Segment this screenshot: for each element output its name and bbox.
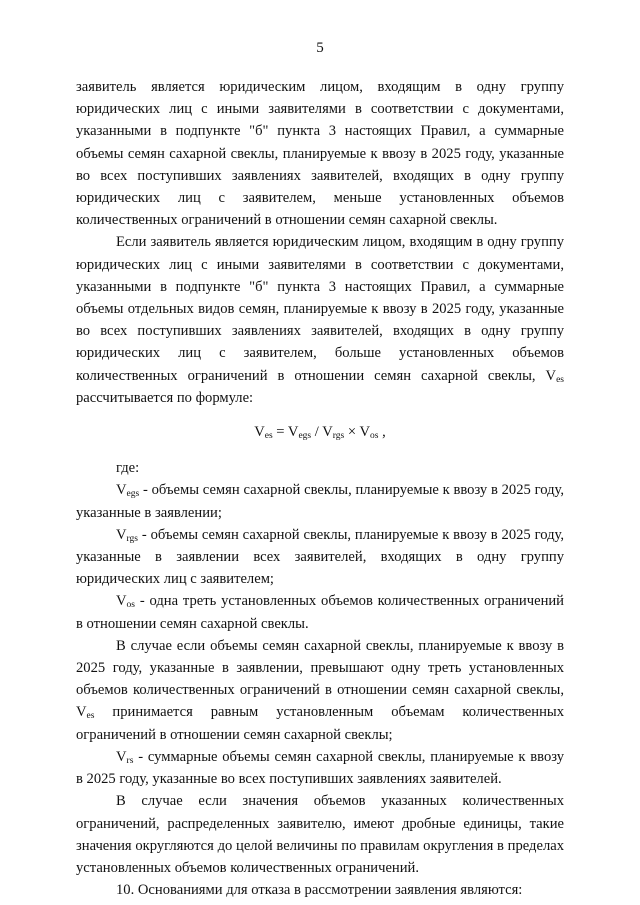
p3-sub-es: es [86, 711, 95, 722]
paragraph-2-tail: рассчитывается по формуле: [76, 389, 254, 406]
def-egs-sub: egs [126, 489, 140, 500]
paragraph-1: заявитель является юридическим лицом, входящим в одну группу юридических лиц с иными заявителями в соответствии с документами, указанными в подпункте "б" пункта 3 настоящих Правил, а суммарные объемы семян сахарной свеклы, планируемые к ввозу в 2025 году, указанные во всех поступивших заявлениях заявителей, входящих в одну группу юридических лиц с заявителем, меньше установленных объемов количественных ограничений в отношении семян сахарной свеклы. [76, 79, 564, 229]
paragraph-4: В случае если значения объемов указанных количественных ограничений, распределенных заявителю, имеют дробные единицы, такие значения округляются до целой величины по правилам округления в пределах установленных объемов количественных ограничений. [76, 793, 564, 876]
paragraph-3 [76, 635, 564, 746]
document-body [76, 76, 564, 901]
def-egs-text: - объемы семян сахарной свеклы, планируемые к ввозу в 2025 году, указанные в заявлении; [76, 482, 564, 521]
formula [76, 421, 564, 443]
formula-v3: V [322, 424, 333, 441]
paragraph-2 [76, 231, 564, 409]
var-v: V [545, 367, 557, 384]
def-rs-text: - суммарные объемы семян сахарной свеклы, планируемые к ввозу в 2025 году, указанные во всех поступивших заявлениях заявителей. [76, 748, 564, 788]
formula-sub-rgs: rgs [332, 431, 345, 442]
def-rgs-sub: rgs [126, 533, 138, 544]
paragraph-3-tail: принимается равным установленным объемам количественных ограничений в отношении семян сахарной свеклы; [76, 704, 564, 743]
formula-v1: V [254, 424, 265, 441]
formula-sub-egs: egs [298, 431, 312, 442]
def-rgs-text: - объемы семян сахарной свеклы, планируемые к ввозу в 2025 году, указанные в заявлении всех заявителей, входящих в одну группу юридических лиц с заявителем; [76, 526, 564, 588]
definition-os [76, 590, 564, 634]
def-rs-sub: rs [126, 755, 134, 766]
formula-sub-es: es [264, 431, 273, 442]
def-egs-v: V [116, 482, 127, 499]
def-rgs-v: V [116, 526, 127, 543]
formula-sub-os: os [370, 431, 379, 442]
def-rs-v: V [116, 748, 127, 765]
formula-v4: V [359, 424, 371, 441]
formula-v2: V [287, 424, 299, 441]
formula-eq: = [272, 424, 288, 441]
def-os-sub: os [126, 600, 135, 611]
def-os-text: - одна треть установленных объемов количественных ограничений в отношении семян сахарной свеклы. [76, 593, 564, 632]
paragraph-3-text: В случае если объемы семян сахарной свеклы, планируемые к ввозу в 2025 году, указанные в заявлении, превышают одну треть установленных объемов количественных ограничений в отношении семян сахарной свеклы, [76, 637, 564, 699]
paragraph-2-text: Если заявитель является юридическим лицом, входящим в одну группу юридических лиц с иными заявителями в соответствии с документами, указанными в подпункте "б" пункта 3 настоящих Правил, а суммарные объемы отдельных видов семян, планируемые к ввозу в 2025 году, указанные во всех поступивших заявлениях заявителей, входящих в одну группу юридических лиц с заявителем, больше установленных объемов количественных ограничений в отношении семян сахарной свеклы, [76, 234, 564, 384]
formula-end: , [378, 424, 386, 441]
def-os-v: V [116, 593, 127, 610]
definition-rs [76, 746, 564, 790]
where-label: где: [116, 460, 140, 477]
definition-egs [76, 479, 564, 523]
p3-v: V [76, 704, 87, 721]
paragraph-5: 10. Основаниями для отказа в рассмотрении заявления являются: [116, 882, 523, 899]
formula-div: / [311, 424, 323, 441]
definition-rgs [76, 524, 564, 591]
sub-es: es [556, 374, 564, 385]
formula-mul: × [344, 424, 360, 441]
page-number: 5 [316, 40, 324, 56]
